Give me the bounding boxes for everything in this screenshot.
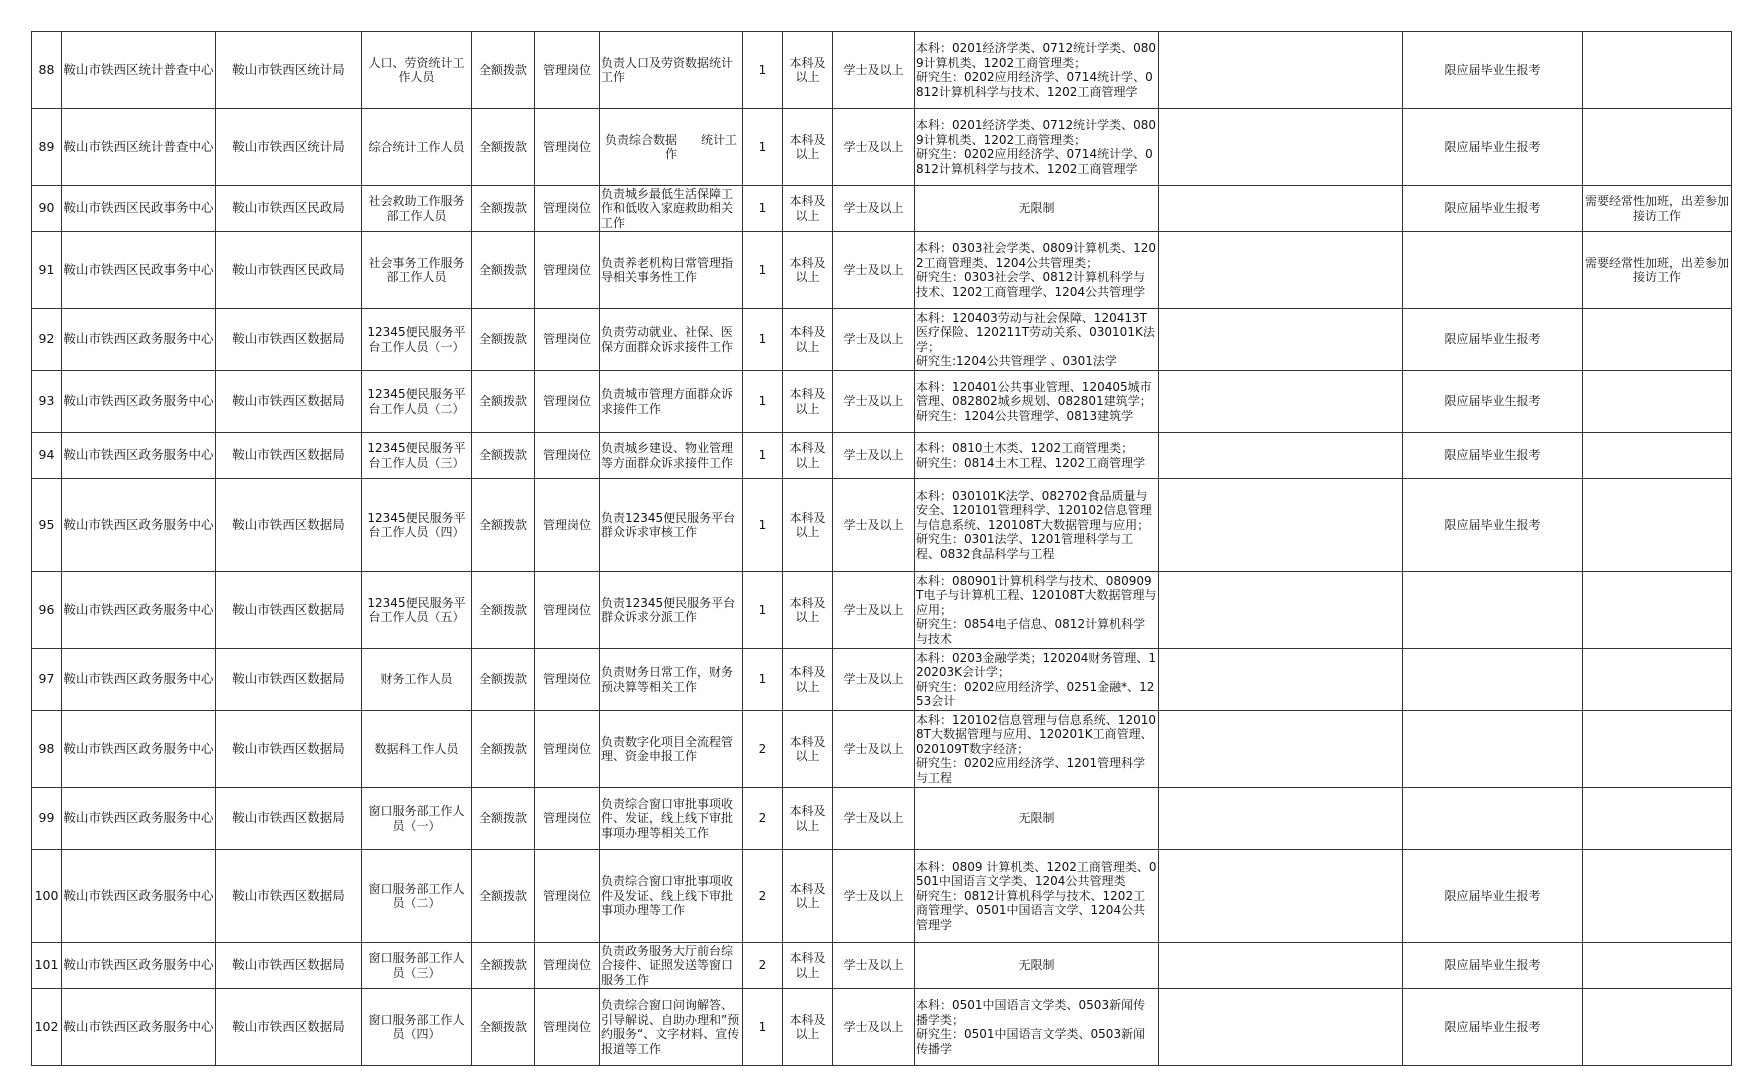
employer-unit-cell: 鞍山市铁西区政务服务中心: [62, 649, 216, 711]
employer-unit-cell: 鞍山市铁西区政务服务中心: [62, 371, 216, 433]
department-cell: 鞍山市铁西区数据局: [216, 788, 362, 850]
table-row: [32, 232, 1732, 309]
employer-unit-cell: 鞍山市铁西区政务服务中心: [62, 572, 216, 649]
position-name-cell: 窗口服务部工作人员（三）: [362, 943, 472, 989]
degree-requirement-cell: 学士及以上: [833, 32, 915, 109]
employer-unit-cell: 鞍山市铁西区政务服务中心: [62, 479, 216, 572]
applicant-restriction-cell: [1403, 711, 1583, 788]
funding-type-cell: 全额拨款: [472, 232, 535, 309]
remarks-cell: [1583, 989, 1732, 1066]
table-row: [32, 186, 1732, 232]
funding-type-cell: 全额拨款: [472, 109, 535, 186]
position-category-cell: 管理岗位: [535, 186, 600, 232]
funding-type-cell: 全额拨款: [472, 371, 535, 433]
degree-requirement-cell: 学士及以上: [833, 850, 915, 943]
other-requirement-cell: [1159, 572, 1403, 649]
table-row: [32, 788, 1732, 850]
department-cell: 鞍山市铁西区民政局: [216, 186, 362, 232]
employer-unit-cell: 鞍山市铁西区政务服务中心: [62, 943, 216, 989]
applicant-restriction-cell: [1403, 232, 1583, 309]
department-cell: 鞍山市铁西区数据局: [216, 850, 362, 943]
education-requirement-cell: 本科及以上: [783, 479, 833, 572]
remarks-cell: 需要经常性加班，出差参加接访工作: [1583, 186, 1732, 232]
table-row: [32, 850, 1732, 943]
remarks-cell: [1583, 109, 1732, 186]
hire-count-cell: 1: [743, 109, 783, 186]
major-requirement-cell: 本科：0501中国语言文学类、0503新闻传播学类； 研究生：0501中国语言文学类、0503新闻传播学: [915, 989, 1159, 1066]
hire-count-cell: 2: [743, 850, 783, 943]
row-number-cell: 92: [32, 309, 62, 371]
applicant-restriction-cell: [1403, 649, 1583, 711]
funding-type-cell: 全额拨款: [472, 186, 535, 232]
major-requirement-cell: 本科：0303社会学类、0809计算机类、1202工商管理类、1204公共管理类； 研究生：0303社会学、0812计算机科学与技术、1202工商管理学、1204公共管理学: [915, 232, 1159, 309]
table-row: [32, 572, 1732, 649]
education-requirement-cell: 本科及以上: [783, 109, 833, 186]
position-name-cell: 社会事务工作服务部工作人员: [362, 232, 472, 309]
position-category-cell: 管理岗位: [535, 850, 600, 943]
table-row: [32, 32, 1732, 109]
other-requirement-cell: [1159, 479, 1403, 572]
major-requirement-cell: 本科：080901计算机科学与技术、080909T电子与计算机工程、120108T大数据管理与应用； 研究生：0854电子信息、0812计算机科学与技术: [915, 572, 1159, 649]
hire-count-cell: 1: [743, 572, 783, 649]
department-cell: 鞍山市铁西区统计局: [216, 109, 362, 186]
row-number-cell: 91: [32, 232, 62, 309]
education-requirement-cell: 本科及以上: [783, 572, 833, 649]
major-requirement-cell: 本科：0201经济学类、0712统计学类、0809计算机类、1202工商管理类； 研究生：0202应用经济学、0714统计学、0812计算机科学与技术、1202工商管理学: [915, 32, 1159, 109]
applicant-restriction-cell: 限应届毕业生报考: [1403, 433, 1583, 479]
job-duty-cell: 负责人口及劳资数据统计工作: [600, 32, 743, 109]
education-requirement-cell: 本科及以上: [783, 371, 833, 433]
job-duty-cell: 负责养老机构日常管理指导相关事务性工作: [600, 232, 743, 309]
other-requirement-cell: [1159, 788, 1403, 850]
major-requirement-cell: 本科：0203金融学类；120204财务管理、120203K会计学； 研究生：0202应用经济学、0251金融*、1253会计: [915, 649, 1159, 711]
position-category-cell: 管理岗位: [535, 479, 600, 572]
job-duty-cell: 负责政务服务大厅前台综合接件、证照发送等窗口服务工作: [600, 943, 743, 989]
major-requirement-cell: 本科：120102信息管理与信息系统、120108T大数据管理与应用、120201K工商管理、020109T数字经济； 研究生：0202应用经济学、1201管理科学与工程: [915, 711, 1159, 788]
table-row: [32, 371, 1732, 433]
applicant-restriction-cell: 限应届毕业生报考: [1403, 186, 1583, 232]
position-name-cell: 12345便民服务平台工作人员（二）: [362, 371, 472, 433]
major-requirement-cell: 本科：120403劳动与社会保障、120413T医疗保险、120211T劳动关系、030101K法学； 研究生:1204公共管理学 、0301法学: [915, 309, 1159, 371]
degree-requirement-cell: 学士及以上: [833, 989, 915, 1066]
remarks-cell: [1583, 572, 1732, 649]
degree-requirement-cell: 学士及以上: [833, 309, 915, 371]
table-row: [32, 989, 1732, 1066]
education-requirement-cell: 本科及以上: [783, 943, 833, 989]
remarks-cell: [1583, 788, 1732, 850]
department-cell: 鞍山市铁西区数据局: [216, 711, 362, 788]
remarks-cell: [1583, 309, 1732, 371]
employer-unit-cell: 鞍山市铁西区统计普查中心: [62, 32, 216, 109]
other-requirement-cell: [1159, 989, 1403, 1066]
hire-count-cell: 1: [743, 309, 783, 371]
position-name-cell: 数据科工作人员: [362, 711, 472, 788]
education-requirement-cell: 本科及以上: [783, 711, 833, 788]
job-duty-cell: 负责城乡最低生活保障工作和低收入家庭救助相关工作: [600, 186, 743, 232]
other-requirement-cell: [1159, 943, 1403, 989]
department-cell: 鞍山市铁西区数据局: [216, 371, 362, 433]
major-requirement-cell: 本科：0809 计算机类、1202工商管理类、0501中国语言文学类、1204公共管理类 研究生：0812计算机科学与技术、1202工商管理学、0501中国语言文学、1204公共管理学: [915, 850, 1159, 943]
position-name-cell: 社会救助工作服务部工作人员: [362, 186, 472, 232]
applicant-restriction-cell: [1403, 788, 1583, 850]
major-requirement-cell: 无限制: [915, 943, 1159, 989]
table-row: [32, 479, 1732, 572]
funding-type-cell: 全额拨款: [472, 309, 535, 371]
job-duty-cell: 负责综合窗口审批事项收件、发证，线上线下审批事项办理等相关工作: [600, 788, 743, 850]
major-requirement-cell: 无限制: [915, 186, 1159, 232]
employer-unit-cell: 鞍山市铁西区政务服务中心: [62, 850, 216, 943]
position-name-cell: 12345便民服务平台工作人员（五）: [362, 572, 472, 649]
education-requirement-cell: 本科及以上: [783, 32, 833, 109]
remarks-cell: [1583, 433, 1732, 479]
remarks-cell: [1583, 32, 1732, 109]
row-number-cell: 99: [32, 788, 62, 850]
position-category-cell: 管理岗位: [535, 989, 600, 1066]
education-requirement-cell: 本科及以上: [783, 186, 833, 232]
funding-type-cell: 全额拨款: [472, 572, 535, 649]
department-cell: 鞍山市铁西区统计局: [216, 32, 362, 109]
row-number-cell: 101: [32, 943, 62, 989]
position-category-cell: 管理岗位: [535, 572, 600, 649]
hire-count-cell: 1: [743, 989, 783, 1066]
applicant-restriction-cell: 限应届毕业生报考: [1403, 371, 1583, 433]
department-cell: 鞍山市铁西区数据局: [216, 989, 362, 1066]
department-cell: 鞍山市铁西区数据局: [216, 649, 362, 711]
department-cell: 鞍山市铁西区数据局: [216, 943, 362, 989]
department-cell: 鞍山市铁西区数据局: [216, 572, 362, 649]
department-cell: 鞍山市铁西区数据局: [216, 433, 362, 479]
position-name-cell: 12345便民服务平台工作人员（一）: [362, 309, 472, 371]
hire-count-cell: 2: [743, 788, 783, 850]
position-category-cell: 管理岗位: [535, 943, 600, 989]
table-body: [32, 32, 1732, 1066]
position-category-cell: 管理岗位: [535, 371, 600, 433]
employer-unit-cell: 鞍山市铁西区政务服务中心: [62, 989, 216, 1066]
funding-type-cell: 全额拨款: [472, 788, 535, 850]
education-requirement-cell: 本科及以上: [783, 433, 833, 479]
position-name-cell: 人口、劳资统计工作人员: [362, 32, 472, 109]
job-duty-cell: 负责综合窗口问询解答、引导解说、自助办理和”预约服务“、文字材料、宣传报道等工作: [600, 989, 743, 1066]
table-row: [32, 943, 1732, 989]
major-requirement-cell: 本科：0201经济学类、0712统计学类、0809计算机类、1202工商管理类； 研究生：0202应用经济学、0714统计学、0812计算机科学与技术、1202工商管理学: [915, 109, 1159, 186]
funding-type-cell: 全额拨款: [472, 649, 535, 711]
table-row: [32, 109, 1732, 186]
other-requirement-cell: [1159, 309, 1403, 371]
applicant-restriction-cell: 限应届毕业生报考: [1403, 850, 1583, 943]
row-number-cell: 93: [32, 371, 62, 433]
degree-requirement-cell: 学士及以上: [833, 433, 915, 479]
job-duty-cell: 负责综合数据 统计工作: [600, 109, 743, 186]
funding-type-cell: 全额拨款: [472, 32, 535, 109]
job-duty-cell: 负责12345便民服务平台群众诉求分派工作: [600, 572, 743, 649]
hire-count-cell: 1: [743, 232, 783, 309]
remarks-cell: [1583, 711, 1732, 788]
education-requirement-cell: 本科及以上: [783, 989, 833, 1066]
job-listing-table: [31, 31, 1732, 1066]
row-number-cell: 90: [32, 186, 62, 232]
job-duty-cell: 负责数字化项目全流程管理、资金申报工作: [600, 711, 743, 788]
other-requirement-cell: [1159, 711, 1403, 788]
applicant-restriction-cell: 限应届毕业生报考: [1403, 32, 1583, 109]
position-name-cell: 12345便民服务平台工作人员（三）: [362, 433, 472, 479]
funding-type-cell: 全额拨款: [472, 850, 535, 943]
degree-requirement-cell: 学士及以上: [833, 788, 915, 850]
education-requirement-cell: 本科及以上: [783, 309, 833, 371]
table-row: [32, 711, 1732, 788]
remarks-cell: [1583, 649, 1732, 711]
department-cell: 鞍山市铁西区数据局: [216, 479, 362, 572]
remarks-cell: [1583, 479, 1732, 572]
department-cell: 鞍山市铁西区民政局: [216, 232, 362, 309]
position-name-cell: 窗口服务部工作人员（四）: [362, 989, 472, 1066]
funding-type-cell: 全额拨款: [472, 479, 535, 572]
job-duty-cell: 负责财务日常工作，财务预决算等相关工作: [600, 649, 743, 711]
degree-requirement-cell: 学士及以上: [833, 711, 915, 788]
education-requirement-cell: 本科及以上: [783, 788, 833, 850]
degree-requirement-cell: 学士及以上: [833, 572, 915, 649]
row-number-cell: 102: [32, 989, 62, 1066]
employer-unit-cell: 鞍山市铁西区政务服务中心: [62, 433, 216, 479]
applicant-restriction-cell: 限应届毕业生报考: [1403, 109, 1583, 186]
other-requirement-cell: [1159, 232, 1403, 309]
degree-requirement-cell: 学士及以上: [833, 371, 915, 433]
hire-count-cell: 1: [743, 649, 783, 711]
employer-unit-cell: 鞍山市铁西区民政事务中心: [62, 186, 216, 232]
degree-requirement-cell: 学士及以上: [833, 186, 915, 232]
position-category-cell: 管理岗位: [535, 32, 600, 109]
position-name-cell: 窗口服务部工作人员（一）: [362, 788, 472, 850]
employer-unit-cell: 鞍山市铁西区政务服务中心: [62, 309, 216, 371]
remarks-cell: 需要经常性加班，出差参加接访工作: [1583, 232, 1732, 309]
row-number-cell: 94: [32, 433, 62, 479]
employer-unit-cell: 鞍山市铁西区政务服务中心: [62, 711, 216, 788]
applicant-restriction-cell: 限应届毕业生报考: [1403, 479, 1583, 572]
applicant-restriction-cell: 限应届毕业生报考: [1403, 309, 1583, 371]
education-requirement-cell: 本科及以上: [783, 232, 833, 309]
degree-requirement-cell: 学士及以上: [833, 232, 915, 309]
remarks-cell: [1583, 850, 1732, 943]
degree-requirement-cell: 学士及以上: [833, 649, 915, 711]
job-duty-cell: 负责城乡建设、物业管理等方面群众诉求接件工作: [600, 433, 743, 479]
employer-unit-cell: 鞍山市铁西区民政事务中心: [62, 232, 216, 309]
position-category-cell: 管理岗位: [535, 788, 600, 850]
department-cell: 鞍山市铁西区数据局: [216, 309, 362, 371]
funding-type-cell: 全额拨款: [472, 433, 535, 479]
remarks-cell: [1583, 943, 1732, 989]
major-requirement-cell: 本科：0810土木类、1202工商管理类； 研究生：0814土木工程、1202工商管理学: [915, 433, 1159, 479]
education-requirement-cell: 本科及以上: [783, 649, 833, 711]
applicant-restriction-cell: 限应届毕业生报考: [1403, 943, 1583, 989]
row-number-cell: 95: [32, 479, 62, 572]
degree-requirement-cell: 学士及以上: [833, 109, 915, 186]
other-requirement-cell: [1159, 32, 1403, 109]
position-name-cell: 12345便民服务平台工作人员（四）: [362, 479, 472, 572]
major-requirement-cell: 无限制: [915, 788, 1159, 850]
table-row: [32, 649, 1732, 711]
position-name-cell: 财务工作人员: [362, 649, 472, 711]
position-name-cell: 窗口服务部工作人员（二）: [362, 850, 472, 943]
job-duty-cell: 负责劳动就业、社保、医保方面群众诉求接件工作: [600, 309, 743, 371]
hire-count-cell: 2: [743, 711, 783, 788]
row-number-cell: 100: [32, 850, 62, 943]
employer-unit-cell: 鞍山市铁西区统计普查中心: [62, 109, 216, 186]
remarks-cell: [1583, 371, 1732, 433]
hire-count-cell: 1: [743, 433, 783, 479]
hire-count-cell: 1: [743, 32, 783, 109]
funding-type-cell: 全额拨款: [472, 989, 535, 1066]
row-number-cell: 96: [32, 572, 62, 649]
degree-requirement-cell: 学士及以上: [833, 479, 915, 572]
row-number-cell: 97: [32, 649, 62, 711]
job-duty-cell: 负责城市管理方面群众诉求接件工作: [600, 371, 743, 433]
row-number-cell: 88: [32, 32, 62, 109]
degree-requirement-cell: 学士及以上: [833, 943, 915, 989]
other-requirement-cell: [1159, 371, 1403, 433]
other-requirement-cell: [1159, 433, 1403, 479]
applicant-restriction-cell: 限应届毕业生报考: [1403, 989, 1583, 1066]
hire-count-cell: 1: [743, 371, 783, 433]
other-requirement-cell: [1159, 109, 1403, 186]
other-requirement-cell: [1159, 850, 1403, 943]
other-requirement-cell: [1159, 649, 1403, 711]
position-category-cell: 管理岗位: [535, 109, 600, 186]
position-category-cell: 管理岗位: [535, 232, 600, 309]
major-requirement-cell: 本科：030101K法学、082702食品质量与安全、120101管理科学、120102信息管理与信息系统、120108T大数据管理与应用； 研究生：0301法学、1201管理科学与工程、0832食品科学与工程: [915, 479, 1159, 572]
employer-unit-cell: 鞍山市铁西区政务服务中心: [62, 788, 216, 850]
position-category-cell: 管理岗位: [535, 649, 600, 711]
applicant-restriction-cell: [1403, 572, 1583, 649]
job-duty-cell: 负责综合窗口审批事项收件及发证、线上线下审批事项办理等工作: [600, 850, 743, 943]
hire-count-cell: 1: [743, 479, 783, 572]
hire-count-cell: 1: [743, 186, 783, 232]
funding-type-cell: 全额拨款: [472, 711, 535, 788]
row-number-cell: 89: [32, 109, 62, 186]
funding-type-cell: 全额拨款: [472, 943, 535, 989]
position-name-cell: 综合统计工作人员: [362, 109, 472, 186]
other-requirement-cell: [1159, 186, 1403, 232]
job-duty-cell: 负责12345便民服务平台群众诉求审核工作: [600, 479, 743, 572]
table-row: [32, 433, 1732, 479]
position-category-cell: 管理岗位: [535, 309, 600, 371]
position-category-cell: 管理岗位: [535, 711, 600, 788]
table-row: [32, 309, 1732, 371]
position-category-cell: 管理岗位: [535, 433, 600, 479]
hire-count-cell: 2: [743, 943, 783, 989]
education-requirement-cell: 本科及以上: [783, 850, 833, 943]
major-requirement-cell: 本科：120401公共事业管理、120405城市管理、082802城乡规划、082801建筑学； 研究生：1204公共管理学、0813建筑学: [915, 371, 1159, 433]
row-number-cell: 98: [32, 711, 62, 788]
